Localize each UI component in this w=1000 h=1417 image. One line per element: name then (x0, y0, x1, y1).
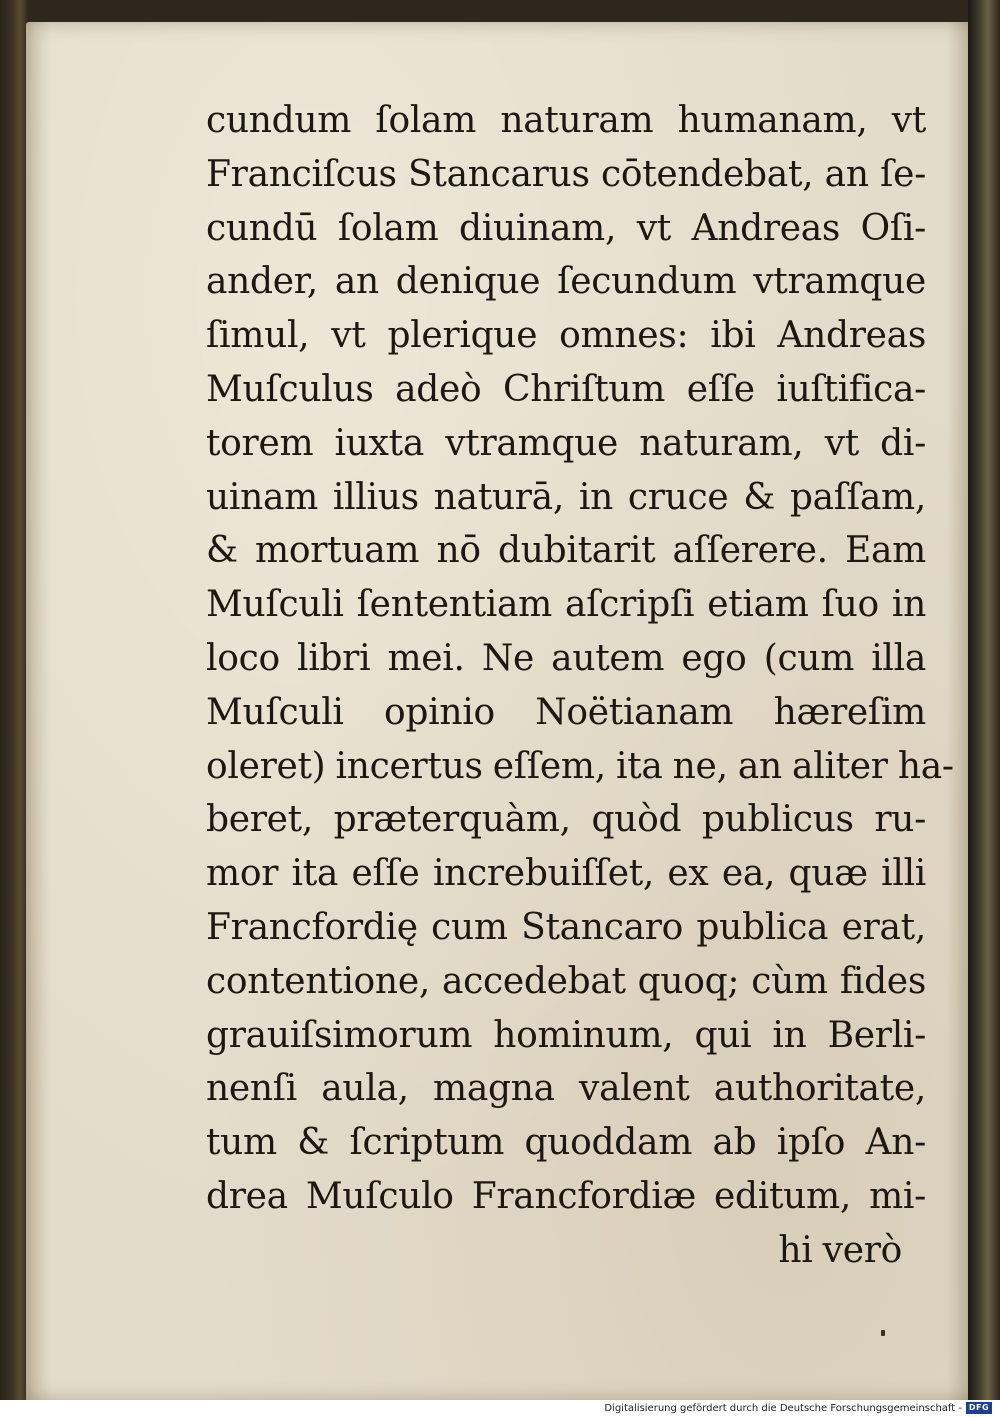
catchword: hi verò (778, 1229, 902, 1271)
text-line-5: ſimul, vt plerique omnes: ibi Andreas (206, 315, 926, 357)
paper-page (26, 22, 978, 1400)
dfg-logo: DFG (966, 1402, 992, 1414)
text-line-20: tum & ſcriptum quoddam ab ipſo An- (206, 1122, 926, 1164)
text-line-4: ander, an denique ſecundum vtramque (206, 261, 926, 303)
text-line-9: & mortuam nō dubitarit aſſerere. Eam (206, 530, 926, 572)
text-line-6: Muſculus adeò Chriſtum eſſe iuſtifica- (206, 368, 926, 410)
text-line-3: cundū ſolam diuinam, vt Andreas Oſi- (206, 207, 926, 249)
text-line-21: drea Muſculo Francfordiæ editum, mi- (206, 1175, 926, 1217)
ink-speck (881, 1330, 885, 1336)
text-line-16: Francfordię cum Stancaro publica erat, (206, 906, 926, 948)
text-line-11: loco libri mei. Ne autem ego (cum illa (206, 637, 926, 679)
text-line-15: mor ita eſſe increbuiſſet, ex ea, quæ illi (206, 853, 926, 895)
text-line-13: oleret) incertus eſſem, ita ne, an aliter ha- (206, 745, 954, 787)
text-line-2: Franciſcus Stancarus cōtendebat, an ſe- (206, 153, 926, 195)
text-line-1: cundum ſolam naturam humanam, vt (206, 100, 926, 141)
text-block (206, 94, 954, 1278)
text-line-14: beret, præterquàm, quòd publicus ru- (206, 799, 926, 841)
text-line-17: contentione, accedebat quoq; cùm fides (206, 960, 926, 1002)
text-line-7: torem iuxta vtramque naturam, vt di- (206, 422, 926, 464)
text-line-19: nenſi aula, magna valent authoritate, (206, 1068, 926, 1110)
text-line-12: Muſculi opinio Noëtianam hæreſim (206, 691, 926, 733)
digitization-footer (0, 1400, 1000, 1417)
footer-credit-text: Digitalisierung gefördert durch die Deutsche Forschungsgemeinschaft - (604, 1403, 962, 1414)
text-line-18: grauiſsimorum hominum, qui in Berli- (206, 1014, 926, 1056)
text-line-8: uinam illius naturā, in cruce & paſſam, (206, 476, 926, 518)
text-line-10: Muſculi ſententiam aſcripſi etiam ſuo in (206, 584, 926, 626)
